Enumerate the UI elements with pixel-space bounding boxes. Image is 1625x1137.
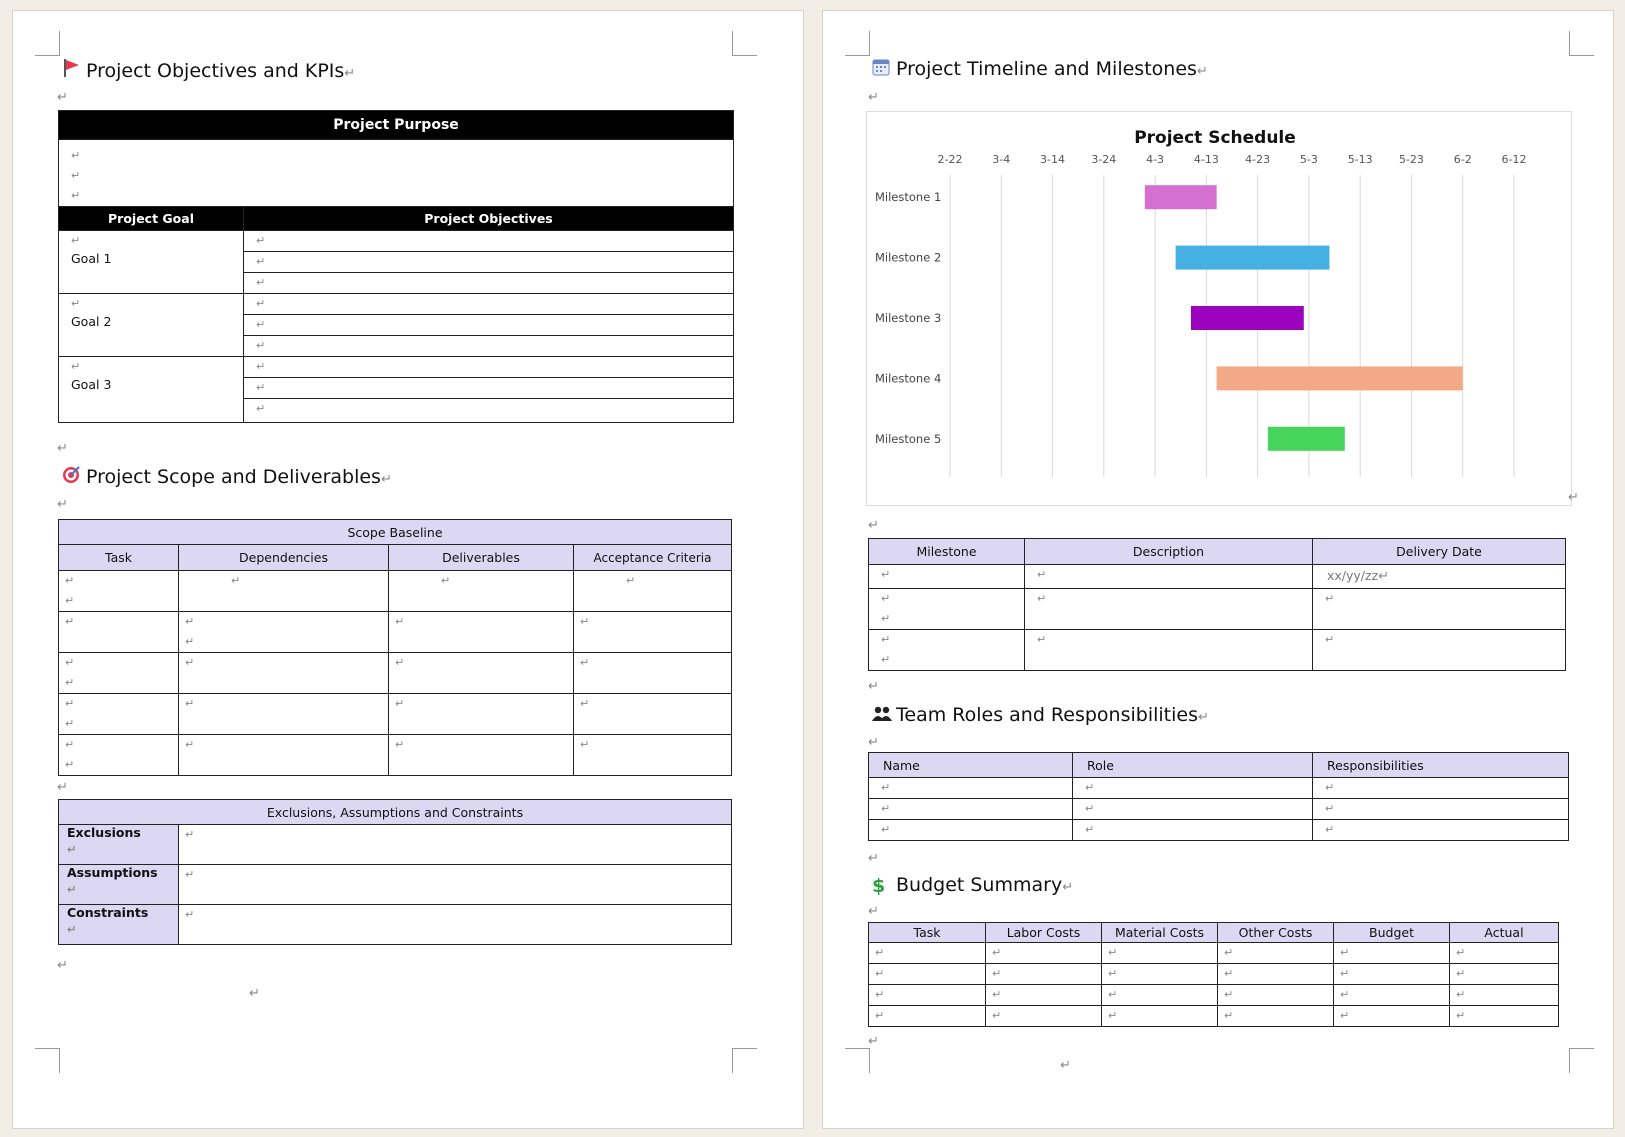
scope-cell[interactable]: ↵ xyxy=(389,571,574,612)
budget-cell[interactable]: ↵ xyxy=(869,943,986,964)
objectives-header: Project Objectives xyxy=(244,207,734,231)
budget-cell[interactable]: ↵ xyxy=(1334,943,1450,964)
budget-cell[interactable]: ↵ xyxy=(1450,964,1559,985)
margin-corner xyxy=(35,31,60,56)
paragraph-mark: ↵ xyxy=(57,957,68,972)
date-placeholder: xx/yy/zz xyxy=(1327,568,1379,583)
paragraph-mark: ↵ xyxy=(57,779,68,794)
objective-cell[interactable]: ↵ xyxy=(244,231,734,252)
scope-col-header: Deliverables xyxy=(389,545,574,571)
category-label: Milestone 1 xyxy=(875,190,942,205)
category-label: Milestone 3 xyxy=(875,311,942,325)
x-tick-label: 3-14 xyxy=(1040,153,1066,166)
team-cell[interactable]: ↵ xyxy=(1313,820,1569,841)
budget-col-header: Material Costs xyxy=(1102,923,1218,943)
x-tick-label: 4-23 xyxy=(1245,153,1271,166)
milestone-cell[interactable]: ↵ xyxy=(1025,589,1313,630)
x-tick-label: 4-13 xyxy=(1193,153,1219,166)
scope-cell[interactable]: ↵ ↵ xyxy=(59,571,179,612)
x-tick-label: 4-3 xyxy=(1146,153,1165,166)
category-label: Milestone 5 xyxy=(875,431,942,446)
paragraph-mark: ↵ xyxy=(868,678,879,693)
chart-title: Project Schedule xyxy=(1134,128,1296,148)
team-col-header: Responsibilities xyxy=(1313,753,1569,778)
budget-cell[interactable]: ↵ xyxy=(1218,985,1334,1006)
margin-corner xyxy=(1569,31,1594,56)
margin-corner xyxy=(732,1048,757,1073)
paragraph-mark: ↵ xyxy=(868,850,879,865)
budget-table xyxy=(868,922,1559,1027)
paragraph-mark: ↵ xyxy=(249,985,260,1000)
scope-col-header: Task xyxy=(59,545,179,571)
scope-cell[interactable]: ↵ xyxy=(574,653,732,694)
x-tick-label: 2-22 xyxy=(937,153,963,166)
dollar-icon: $ xyxy=(872,875,886,897)
scope-col-header: Acceptance Criteria xyxy=(574,545,732,571)
budget-cell[interactable]: ↵ xyxy=(1218,943,1334,964)
team-cell[interactable]: ↵ xyxy=(1313,799,1569,820)
scope-cell[interactable]: ↵ xyxy=(574,571,732,612)
budget-cell[interactable]: ↵ xyxy=(1102,985,1218,1006)
budget-cell[interactable]: ↵ xyxy=(1218,964,1334,985)
team-heading: Team Roles and Responsibilities↵ xyxy=(872,704,1209,727)
objective-cell[interactable]: ↵ xyxy=(244,357,734,378)
eac-label: Constraints ↵ xyxy=(59,905,179,945)
budget-cell[interactable]: ↵ xyxy=(986,985,1102,1006)
scope-cell[interactable]: ↵ ↵ xyxy=(59,653,179,694)
budget-cell[interactable]: ↵ xyxy=(986,943,1102,964)
milestone-bar xyxy=(1268,427,1345,451)
team-cell[interactable]: ↵ xyxy=(1073,820,1313,841)
margin-corner xyxy=(35,1048,60,1073)
x-tick-label: 3-24 xyxy=(1091,153,1117,166)
milestone-cell[interactable]: ↵ ↵ xyxy=(869,630,1025,671)
team-cell[interactable]: ↵ xyxy=(869,820,1073,841)
paragraph-mark: ↵ xyxy=(868,903,879,918)
budget-cell[interactable]: ↵ xyxy=(1102,1006,1218,1027)
team-cell[interactable]: ↵ xyxy=(1073,778,1313,799)
goal-label: Goal 3 xyxy=(71,377,112,392)
budget-cell[interactable]: ↵ xyxy=(1218,1006,1334,1027)
scope-baseline-title: Scope Baseline xyxy=(59,520,732,545)
purpose-cell[interactable]: ↵ ↵ ↵ xyxy=(59,140,734,207)
milestone-cell[interactable]: ↵ xyxy=(869,565,1025,589)
budget-cell[interactable]: ↵ xyxy=(1450,1006,1559,1027)
objective-cell[interactable]: ↵ xyxy=(244,252,734,273)
goal-label: Goal 1 xyxy=(71,251,112,266)
budget-cell[interactable]: ↵ xyxy=(869,1006,986,1027)
margin-corner xyxy=(845,31,870,56)
eac-title: Exclusions, Assumptions and Constraints xyxy=(59,800,732,825)
milestone-bar xyxy=(1145,185,1217,209)
red-flag-icon xyxy=(62,58,82,83)
team-table xyxy=(868,752,1569,841)
scope-cell[interactable]: ↵ xyxy=(574,735,732,776)
scope-cell[interactable]: ↵ xyxy=(179,735,389,776)
objectives-heading: Project Objectives and KPIs↵ xyxy=(62,58,355,83)
budget-col-header: Budget xyxy=(1334,923,1450,943)
milestone-col-header: Description xyxy=(1025,539,1313,565)
scope-cell[interactable]: ↵ ↵ xyxy=(59,735,179,776)
purpose-header: Project Purpose xyxy=(59,111,734,140)
milestone-col-header: Milestone xyxy=(869,539,1025,565)
goal-cell[interactable]: ↵ Goal 2 xyxy=(59,294,244,357)
eac-table xyxy=(58,799,732,945)
project-schedule-chart xyxy=(866,111,1572,506)
milestone-cell[interactable]: ↵ xyxy=(1025,565,1313,589)
scope-col-header: Dependencies xyxy=(179,545,389,571)
category-label: Milestone 4 xyxy=(875,371,942,386)
margin-corner xyxy=(732,31,757,56)
budget-cell[interactable]: ↵ xyxy=(869,985,986,1006)
goal-cell[interactable]: ↵ Goal 1 xyxy=(59,231,244,294)
paragraph-mark: ↵ xyxy=(1060,1057,1071,1072)
calendar-icon xyxy=(872,58,892,81)
budget-cell[interactable]: ↵ xyxy=(986,1006,1102,1027)
team-cell[interactable]: ↵ xyxy=(869,778,1073,799)
milestone-cell[interactable]: ↵ xyxy=(1313,589,1566,630)
paragraph-mark: ↵ xyxy=(57,496,68,511)
budget-col-header: Actual xyxy=(1450,923,1559,943)
objective-cell[interactable]: ↵ xyxy=(244,399,734,423)
budget-col-header: Task xyxy=(869,923,986,943)
budget-cell[interactable]: ↵ xyxy=(986,964,1102,985)
milestone-bar xyxy=(1217,366,1463,390)
x-tick-label: 5-13 xyxy=(1347,153,1373,166)
x-tick-label: 6-12 xyxy=(1501,153,1527,166)
chart-svg xyxy=(867,112,1571,505)
margin-corner xyxy=(845,1048,870,1073)
scope-cell[interactable]: ↵ xyxy=(389,694,574,735)
goal-header: Project Goal xyxy=(59,207,244,231)
x-tick-label: 3-4 xyxy=(992,153,1011,166)
budget-cell[interactable]: ↵ xyxy=(1334,985,1450,1006)
target-icon xyxy=(62,466,82,489)
scope-cell[interactable]: ↵ xyxy=(389,612,574,653)
scope-cell[interactable]: ↵ ↵ xyxy=(59,694,179,735)
team-cell[interactable]: ↵ xyxy=(1073,799,1313,820)
objective-cell[interactable]: ↵ xyxy=(244,378,734,399)
objective-cell[interactable]: ↵ xyxy=(244,294,734,315)
eac-cell[interactable]: ↵ xyxy=(179,905,732,945)
paragraph-mark: ↵ xyxy=(868,1033,879,1048)
budget-cell[interactable]: ↵ xyxy=(1334,964,1450,985)
budget-col-header: Other Costs xyxy=(1218,923,1334,943)
milestone-cell[interactable]: ↵ xyxy=(1025,630,1313,671)
budget-cell[interactable]: ↵ xyxy=(869,964,986,985)
category-label: Milestone 2 xyxy=(875,250,942,265)
scope-cell[interactable]: ↵ xyxy=(179,571,389,612)
objective-cell[interactable]: ↵ xyxy=(244,336,734,357)
scope-cell[interactable]: ↵ xyxy=(389,735,574,776)
eac-cell[interactable]: ↵ xyxy=(179,865,732,905)
paragraph-mark: ↵ xyxy=(868,89,879,104)
team-cell[interactable]: ↵ xyxy=(1313,778,1569,799)
milestone-cell[interactable]: ↵ ↵ xyxy=(869,589,1025,630)
paragraph-mark: ↵ xyxy=(57,89,68,104)
goal-label: Goal 2 xyxy=(71,314,112,329)
budget-cell[interactable]: ↵ xyxy=(1102,943,1218,964)
margin-corner xyxy=(1569,1048,1594,1073)
goal-cell[interactable]: ↵ Goal 3 xyxy=(59,357,244,423)
paragraph-mark: ↵ xyxy=(868,734,879,749)
project-purpose-table xyxy=(58,110,734,423)
scope-baseline-table xyxy=(58,519,732,776)
scope-cell[interactable]: ↵ xyxy=(59,612,179,653)
paragraph-mark: ↵ xyxy=(57,440,68,455)
team-col-header: Role xyxy=(1073,753,1313,778)
paragraph-mark: ↵ xyxy=(1568,489,1579,504)
scope-cell[interactable]: ↵ ↵ xyxy=(179,612,389,653)
budget-cell[interactable]: ↵ xyxy=(1450,943,1559,964)
paragraph-mark: ↵ xyxy=(868,517,879,532)
scope-heading: Project Scope and Deliverables↵ xyxy=(62,466,392,489)
scope-cell[interactable]: ↵ xyxy=(389,653,574,694)
eac-label: Exclusions ↵ xyxy=(59,825,179,865)
budget-cell[interactable]: ↵ xyxy=(1334,1006,1450,1027)
budget-heading: $ Budget Summary↵ xyxy=(872,874,1074,897)
eac-cell[interactable]: ↵ xyxy=(179,825,732,865)
milestone-table xyxy=(868,538,1566,671)
budget-col-header: Labor Costs xyxy=(986,923,1102,943)
budget-cell[interactable]: ↵ xyxy=(1102,964,1218,985)
scope-cell[interactable]: ↵ xyxy=(574,694,732,735)
objective-cell[interactable]: ↵ xyxy=(244,315,734,336)
people-icon xyxy=(872,706,892,727)
timeline-heading: Project Timeline and Milestones↵ xyxy=(872,58,1208,81)
eac-label: Assumptions ↵ xyxy=(59,865,179,905)
scope-cell[interactable]: ↵ xyxy=(574,612,732,653)
x-tick-label: 6-2 xyxy=(1453,153,1472,166)
x-tick-label: 5-23 xyxy=(1398,153,1424,166)
team-col-header: Name xyxy=(869,753,1073,778)
scope-cell[interactable]: ↵ xyxy=(179,694,389,735)
delivery-date-cell[interactable]: xx/yy/zz↵ xyxy=(1313,565,1566,589)
milestone-cell[interactable]: ↵ xyxy=(1313,630,1566,671)
x-tick-label: 5-3 xyxy=(1299,153,1318,166)
budget-cell[interactable]: ↵ xyxy=(1450,985,1559,1006)
scope-cell[interactable]: ↵ xyxy=(179,653,389,694)
objective-cell[interactable]: ↵ xyxy=(244,273,734,294)
milestone-bar xyxy=(1176,246,1330,270)
team-cell[interactable]: ↵ xyxy=(869,799,1073,820)
milestone-col-header: Delivery Date xyxy=(1313,539,1566,565)
milestone-bar xyxy=(1191,306,1304,330)
